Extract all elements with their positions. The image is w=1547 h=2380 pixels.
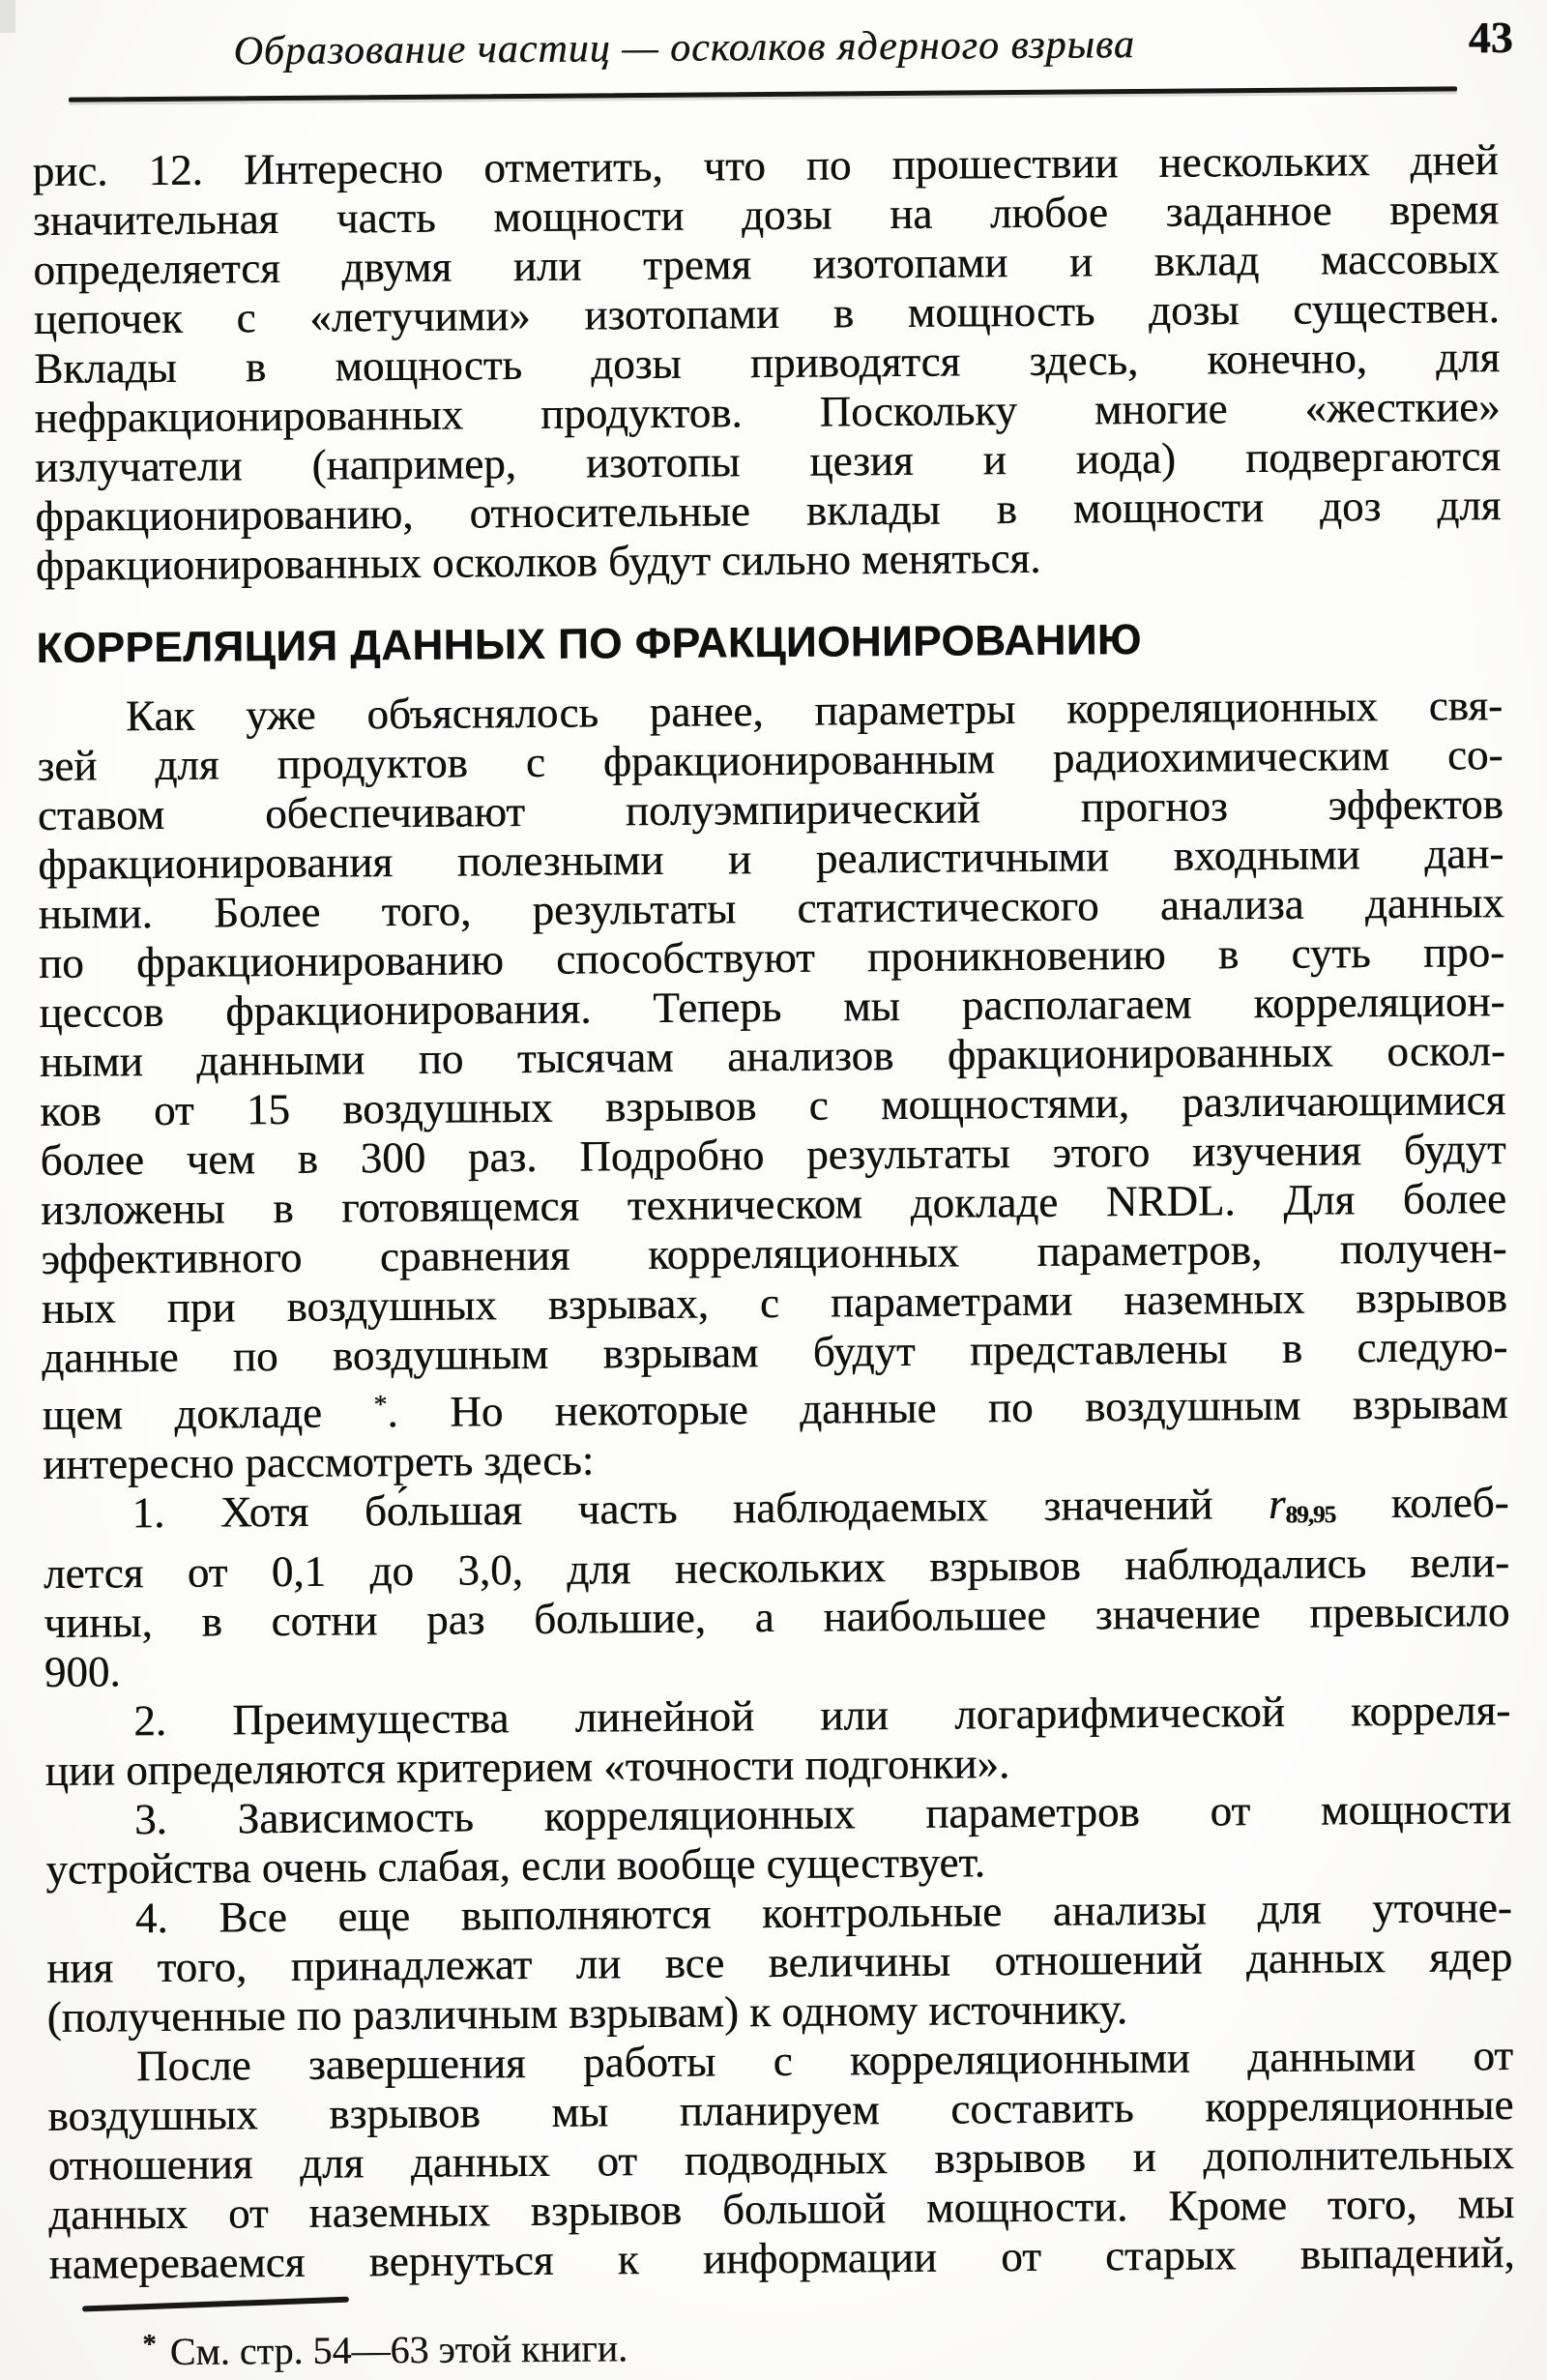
text-line: данные по воздушным взрывам будут представлены в следую-	[42, 1322, 1508, 1382]
running-header	[0, 0, 1540, 91]
section-heading: КОРРЕЛЯЦИЯ ДАННЫХ ПО ФРАКЦИОНИРОВАНИЮ	[36, 616, 1142, 672]
text-line: зей для продуктов с фракционированным радиохимическим со-	[37, 730, 1503, 790]
text-line: изложены в готовящемся техническом докладе NRDL. Для более	[40, 1174, 1507, 1234]
text-line: фракционированных осколков будут сильно меняться.	[35, 533, 1041, 590]
text-line: 900.	[44, 1647, 121, 1697]
text-line: излучатели (например, изотопы цезия и иода) подвергаются	[34, 431, 1502, 491]
page-body	[32, 135, 1515, 2376]
footnote-marker: *	[142, 2329, 157, 2361]
text-line: ными. Более того, результаты статистического анализа данных	[38, 878, 1504, 938]
text-line: ков от 15 воздушных взрывов с мощностями, различающимися	[40, 1075, 1506, 1135]
text-line: данных от наземных взрывов большой мощности. Кроме того, мы	[48, 2179, 1515, 2240]
text-line-with-footnote-mark	[42, 1371, 1507, 1440]
list-item-3: 3. Зависимость корреляционных параметров от мощности	[133, 1784, 1512, 1844]
list-item-2: 2. Преимущества линейной или логарифмической корреля-	[133, 1686, 1511, 1746]
text-line: ставом обеспечивают полуэмпирический прогноз эффектов	[37, 779, 1504, 839]
text-line: отношения для данных от подводных взрывов и дополнительных	[47, 2130, 1514, 2190]
subscript-89-95: 89,95	[1285, 1501, 1336, 1529]
text-line: интересно рассмотреть здесь:	[42, 1435, 595, 1488]
text-line: (полученные по различным взрывам) к одному источнику.	[46, 1984, 1128, 2042]
text-line: ния того, принадлежат ли все величины отношений данных ядер	[46, 1932, 1513, 1993]
running-title: Образование частиц — осколков ядерного взрыва	[233, 22, 1136, 74]
text-line: эффективного сравнения корреляционных параметров, получен-	[41, 1223, 1507, 1283]
text-line: Как уже объяснялось ранее, параметры корреляционных свя-	[125, 681, 1503, 741]
text-line: чины, в сотни раз большие, а наибольшее значение превысило	[44, 1587, 1510, 1648]
text-line: ных при воздушных взрывах, с параметрами наземных взрывов	[41, 1273, 1508, 1333]
text-line: ными данными по тысячам анализов фракционированных оскол-	[39, 1026, 1506, 1086]
text-line: Вклады в мощность дозы приводятся здесь, конечно, для	[34, 333, 1501, 393]
list-item-4: 4. Все еще выполняются контрольные анализы для уточне-	[134, 1883, 1512, 1943]
text-line: После завершения работы с корреляционными данными от	[135, 2031, 1514, 2091]
variable-r: r	[1268, 1479, 1286, 1528]
text-line: лется от 0,1 до 3,0, для нескольких взрывов наблюдались вели-	[43, 1538, 1510, 1599]
text-line: нефракционированных продуктов. Поскольку многие «жесткие»	[34, 382, 1501, 442]
footnote-asterisk: *	[373, 1390, 388, 1421]
numbered-list	[43, 1478, 1512, 2042]
paragraph-correlation	[37, 681, 1508, 1489]
text-line: намереваемся вернуться к информации от старых выпадений,	[48, 2228, 1515, 2289]
text-line: цепочек с «летучими» изотопами в мощность дозы существен.	[33, 283, 1500, 343]
text-line: значительная часть мощности дозы на любое заданное время	[32, 185, 1500, 245]
text-line: по фракционированию способствуют проникновению в суть про-	[38, 927, 1505, 987]
text-line: рис. 12. Интересно отметить, что по прошествии нескольких дней	[32, 135, 1499, 195]
text-line: цессов фракционирования. Теперь мы располагаем корреляцион-	[39, 977, 1505, 1037]
page-number: 43	[1468, 12, 1513, 63]
list-item-1-line-with-subscript	[43, 1478, 1508, 1549]
text-line: устройства очень слабая, если вообще существует.	[45, 1837, 986, 1895]
text-line: воздушных взрывов мы планируем составить корреляционные	[47, 2080, 1514, 2141]
text-line: определяется двумя или тремя изотопами и вклад массовых	[33, 234, 1500, 294]
text-line: фракционированию, относительные вклады в мощности доз для	[35, 481, 1502, 541]
text-line: фракционирования полезными и реалистичными входными дан-	[38, 829, 1504, 889]
line-fragment: колеб-	[1334, 1477, 1509, 1528]
paragraph-plans	[47, 2031, 1515, 2289]
footnote-text: См. стр. 54—63 этой книги.	[169, 2326, 628, 2374]
line-fragment: щем докладе	[42, 1388, 374, 1439]
text-line: более чем в 300 раз. Подробно результаты этого изучения будут	[40, 1125, 1506, 1185]
footnote	[142, 2310, 1515, 2375]
footnote-rule	[82, 2297, 349, 2312]
text-line: ции определяются критерием «точности подгонки».	[44, 1739, 1010, 1796]
line-fragment: 1. Хотя бо́льшая часть наблюдаемых значений	[131, 1479, 1270, 1538]
line-fragment: . Но некоторые данные по воздушным взрывам	[387, 1378, 1508, 1437]
paragraph-continuation	[32, 135, 1502, 591]
